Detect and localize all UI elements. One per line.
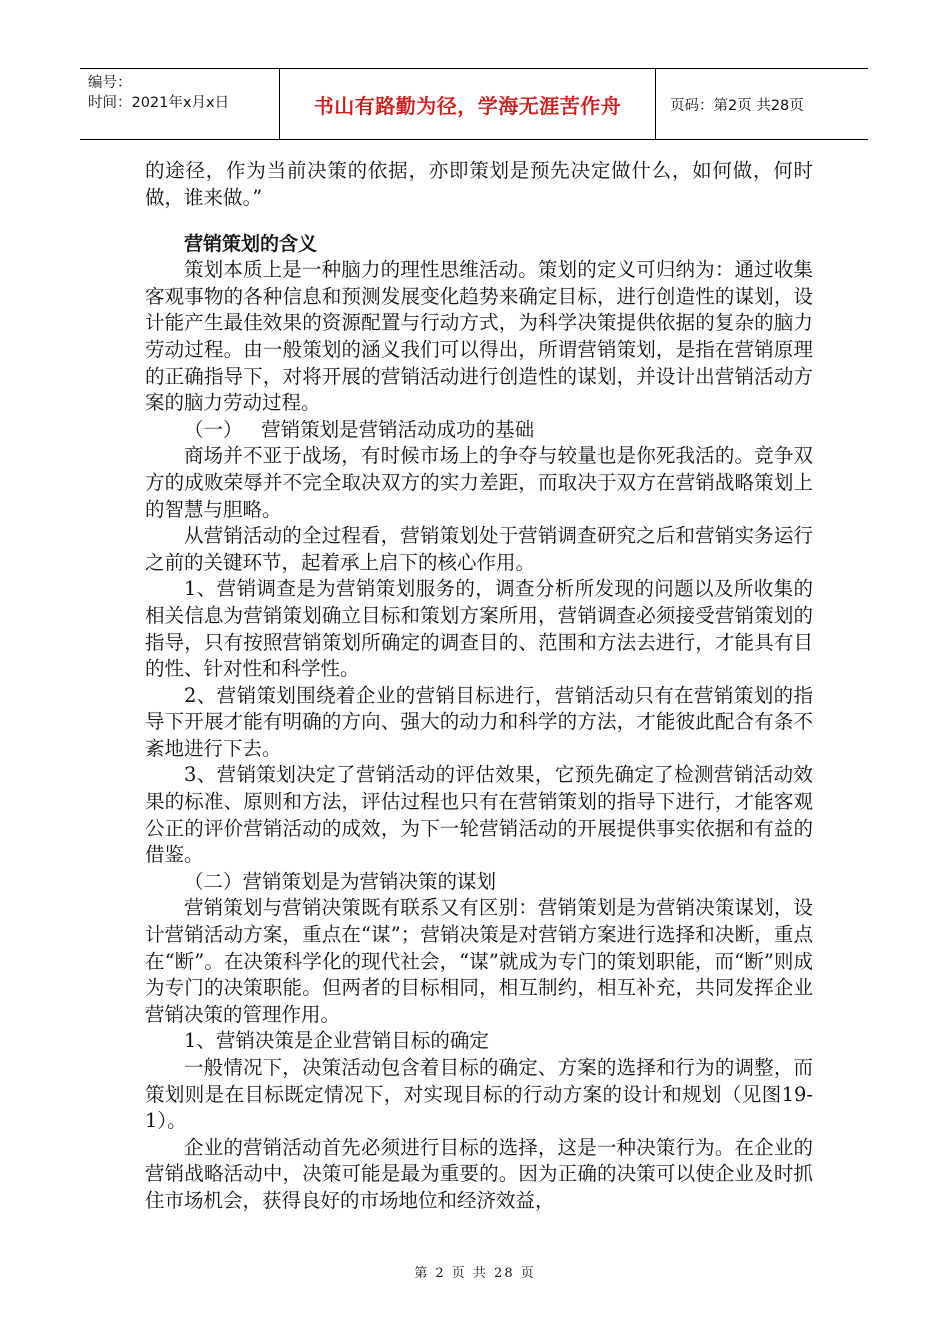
- page-footer: 第 2 页 共 28 页: [414, 1266, 536, 1281]
- document-number-label: 编号：: [88, 75, 132, 91]
- page-header: [80, 68, 868, 140]
- paragraph: 2、营销策划围绕着企业的营销目标进行，营销活动只有在营销策划的指导下开展才能有明确的方向、强大的动力和科学的方法，才能彼此配合有条不紊地进行下去。: [145, 683, 813, 760]
- paragraph: 3、营销策划决定了营销活动的评估效果，它预先确定了检测营销活动效果的标准、原则和方法，评估过程也只有在营销策划的指导下进行，才能客观公正的评价营销活动的成效，为下一轮营销活动的开展提供事实依据和有益的借鉴。: [145, 763, 813, 867]
- paragraph: 1、营销调查是为营销策划服务的，调查分析所发现的问题以及所收集的相关信息为营销策划确立目标和策划方案所用，营销调查必须接受营销策划的指导，只有按照营销策划所确定的调查目的、范围和方法去进行，才能具有目的性、针对性和科学性。: [145, 577, 813, 681]
- header-page-info: 页码：第2页 共28页: [670, 97, 804, 114]
- paragraph: 一般情况下，决策活动包含着目标的确定、方案的选择和行为的调整，而策划则是在目标既定情况下，对实现目标的行动方案的设计和规划（见图19-1）。: [145, 1056, 813, 1133]
- document-date: 时间：2021年x月x日: [88, 95, 230, 111]
- paragraph-continued: 的途径，作为当前决策的依据，亦即策划是预先决定做什么，如何做，何时做，谁来做。”: [145, 159, 813, 209]
- paragraph: 企业的营销活动首先必须进行目标的选择，这是一种决策行为。在企业的营销战略活动中，决策可能是最为重要的。因为正确的决策可以使企业及时抓住市场机会，获得良好的市场地位和经济效益，: [145, 1135, 813, 1212]
- subsection-heading: 1、营销决策是企业营销目标的确定: [184, 1029, 489, 1053]
- paragraph: 商场并不亚于战场，有时候市场上的争夺与较量也是你死我活的。竞争双方的成败荣辱并不完全取决双方的实力差距，而取决于双方在营销战略策划上的智慧与胆略。: [145, 444, 813, 521]
- subsection-heading: （二）营销策划是为营销决策的谋划: [184, 869, 497, 893]
- document-body: [145, 158, 813, 1215]
- paragraph: 策划本质上是一种脑力的理性思维活动。策划的定义可归纳为：通过收集客观事物的各种信息和预测发展变化趋势来确定目标，进行创造性的谋划，设计能产生最佳效果的资源配置与行动方式，为科学决策提供依据的复杂的脑力劳动过程。由一般策划的涵义我们可以得出，所谓营销策划，是指在营销原理的正确指导下，对将开展的营销活动进行创造性的谋划，并设计出营销活动方案的脑力劳动过程。: [145, 258, 813, 415]
- paragraph: 从营销活动的全过程看，营销策划处于营销调查研究之后和营销实务运行之前的关键环节，起着承上启下的核心作用。: [145, 524, 813, 574]
- paragraph: 营销策划与营销决策既有联系又有区别：营销策划是为营销决策谋划，设计营销活动方案，重点在“谋”；营销决策是对营销方案进行选择和决断，重点在“断”。在决策科学化的现代社会，“谋”就成为专门的策划职能，而“断”则成为专门的决策职能。但两者的目标相同，相互制约，相互补充，共同发挥企业营销决策的管理作用。: [145, 896, 813, 1026]
- subsection-heading: （一） 营销策划是营销活动成功的基础: [184, 417, 535, 441]
- header-meta: [80, 69, 280, 139]
- header-motto: 书山有路勤为径，学海无涯苦作舟: [280, 69, 656, 139]
- section-heading: 营销策划的含义: [184, 233, 318, 256]
